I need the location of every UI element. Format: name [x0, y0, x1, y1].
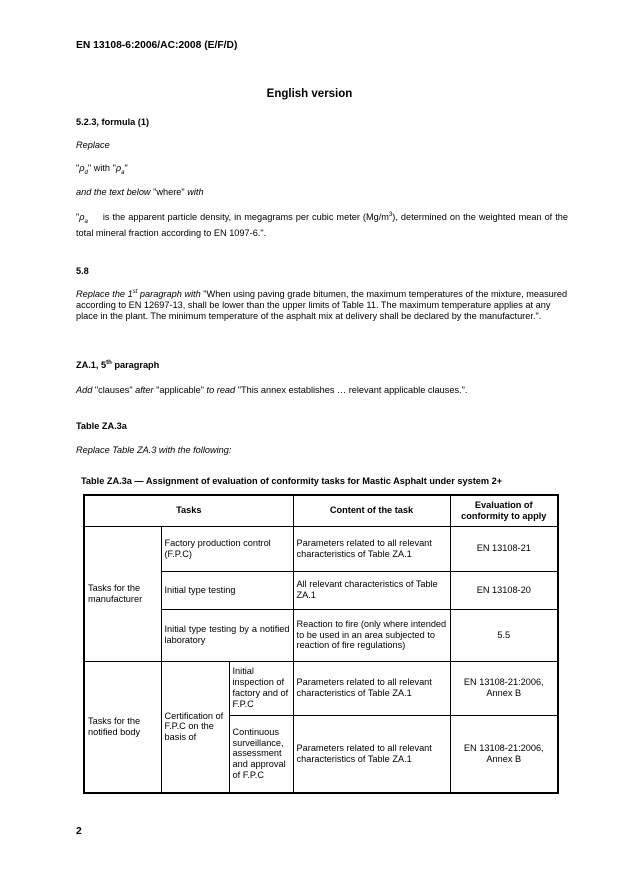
task-cell: Factory production control (F.P.C)	[161, 526, 293, 571]
replace-table-text: Replace Table ZA.3 with the following:	[76, 445, 232, 455]
table-row	[84, 526, 558, 571]
table-caption: Table ZA.3a — Assignment of evaluation of conformity tasks for Mastic Asphalt under system 2+	[81, 476, 503, 486]
content-cell: All relevant characteristics of Table ZA.1	[293, 571, 450, 609]
document-id: EN 13108-6:2006/AC:2008 (E/F/D)	[76, 40, 238, 51]
page-title: English version	[266, 88, 353, 100]
section-5-8-text: Replace the 1st paragraph with "When using paving grade bitumen, the maximum temperatures of the mixture, measured according to EN 12697-13, shall be lower than the upper limits of Table 11. The maximum temperature applies at any place in the plant. The minimum temperature of the asphalt mix at delivery shall be declared by the manufacturer.".	[76, 288, 568, 321]
header-content: Content of the task	[293, 495, 450, 526]
eval-cell: EN 13108-21	[450, 526, 558, 571]
task-cell: Initial inspection of factory and of F.P.C	[229, 661, 293, 715]
rho-definition: "$\rho_a$ is the apparent particle density, in megagrams per cubic meter $(Mg/m^3)$, determined on the weighted mean of the total mineral fraction according to EN 1097-6.".	[76, 211, 569, 238]
content-cell: Parameters related to all relevant characteristics of Table ZA.1	[293, 715, 450, 793]
eval-cell: 5.5	[450, 609, 558, 661]
task-cell: Continuous surveillance, assessment and approval of F.P.C	[229, 715, 293, 793]
content-cell: Parameters related to all relevant characteristics of Table ZA.1	[293, 526, 450, 571]
replace-label: Replace	[76, 140, 110, 150]
text-below-line: and the text below "where" with	[76, 187, 204, 197]
section-za1-text: Add "clauses" after "applicable" to read "This annex establishes … relevant applicable clauses.".	[76, 385, 468, 395]
manufacturer-label: Tasks for the manufacturer	[84, 526, 161, 661]
notified-body-label: Tasks for the notified body	[84, 661, 161, 793]
content-cell: Parameters related to all relevant characteristics of Table ZA.1	[293, 661, 450, 715]
section-table-za3a-heading: Table ZA.3a	[76, 421, 127, 431]
header-tasks: Tasks	[84, 495, 293, 526]
certification-cell: Certification of F.P.C on the basis of	[161, 661, 229, 793]
task-cell: Initial type testing by a notified laboratory	[161, 609, 293, 661]
section-5-8-heading: 5.8	[76, 266, 89, 276]
eval-cell: EN 13108-21:2006, Annex B	[450, 661, 558, 715]
header-evaluation: Evaluation of conformity to apply	[450, 495, 558, 526]
task-cell: Initial type testing	[161, 571, 293, 609]
eval-cell: EN 13108-20	[450, 571, 558, 609]
content-cell: Reaction to fire (only where intended to be used in an area subjected to reaction of fire regulations)	[293, 609, 450, 661]
section-za1-heading: ZA.1, 5th paragraph	[76, 359, 160, 370]
table-header-row	[84, 495, 558, 526]
section-5-2-3-heading: 5.2.3, formula (1)	[76, 117, 150, 127]
conformity-tasks-table	[83, 494, 559, 794]
table-row	[84, 661, 558, 715]
formula-replace-line: "$\rho_d$" with "$\rho_a$"	[76, 163, 128, 176]
page-number: 2	[76, 826, 82, 837]
eval-cell: EN 13108-21:2006, Annex B	[450, 715, 558, 793]
